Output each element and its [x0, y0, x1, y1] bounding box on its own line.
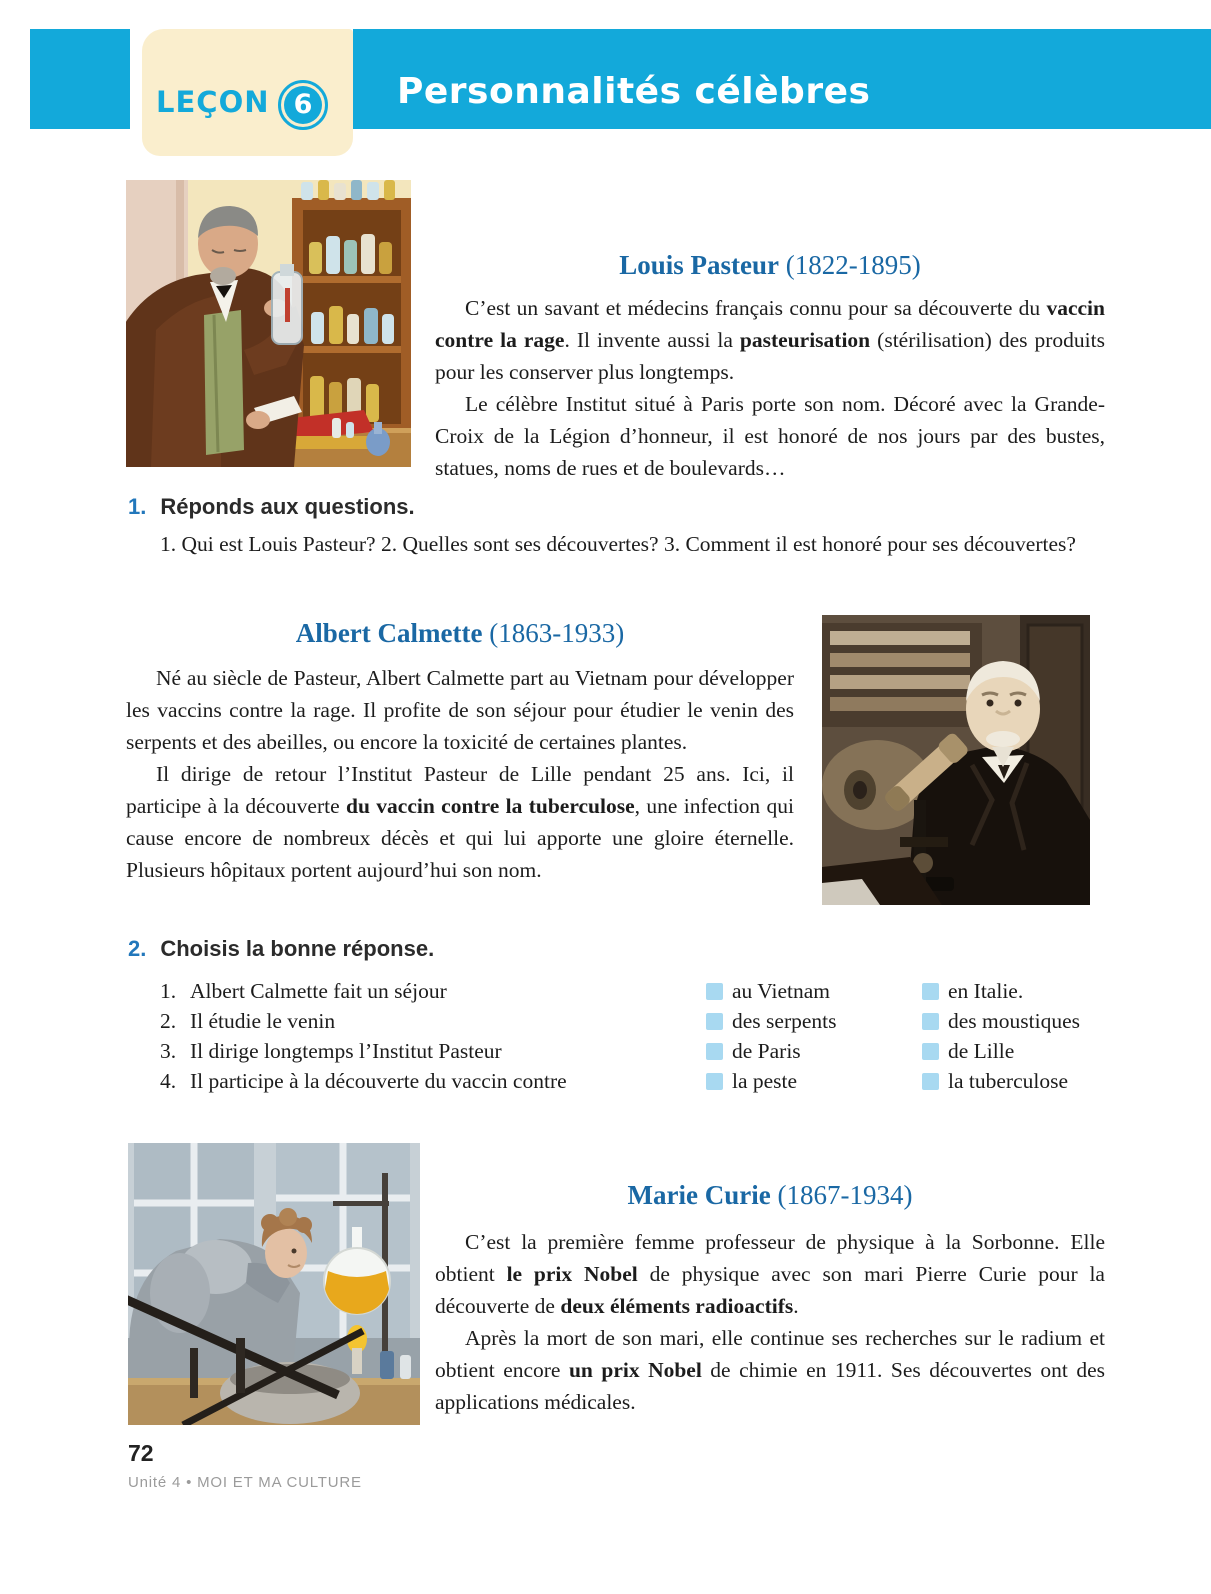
- calmette-photo: [822, 615, 1090, 905]
- answer-option: de Lille: [922, 1039, 1014, 1064]
- pasteur-name: Louis Pasteur: [619, 250, 780, 280]
- checkbox[interactable]: [922, 1043, 939, 1060]
- page-number: 72: [128, 1440, 154, 1466]
- pasteur-body: [435, 292, 1105, 484]
- answer-option: des moustiques: [922, 1009, 1080, 1034]
- exercise1-questions: 1. Qui est Louis Pasteur? 2. Quelles sont ses découvertes? 3. Comment il est honoré pour ses découvertes?: [160, 532, 1076, 556]
- answer-option: des serpents: [706, 1009, 837, 1034]
- exercise2-item-4: 4. Il participe à la découverte du vaccin contre la peste la tuberculose: [160, 1069, 1068, 1093]
- exercise2-number: 2.: [128, 936, 147, 961]
- lesson-number-badge: [278, 80, 328, 130]
- pasteur-illustration: [126, 180, 411, 467]
- item-text: Il dirige longtemps l’Institut Pasteur: [190, 1039, 502, 1063]
- header-band-left: [30, 29, 130, 129]
- exercise2-item-2: 2. Il étudie le venin des serpents des moustiques: [160, 1009, 1080, 1033]
- pasteur-illustration-svg: [126, 180, 411, 467]
- calmette-dates: (1863-1933): [482, 618, 625, 648]
- curie-paragraph-2: Après la mort de son mari, elle continue ses recherches sur le radium et obtient encore un prix Nobel de chimie en 1911. Ses découvertes ont des applications médicales.: [435, 1326, 1106, 1414]
- checkbox[interactable]: [922, 1073, 939, 1090]
- pasteur-paragraph-1: C’est un savant et médecins français connu pour sa découverte du vaccin contre la rage. Il invente aussi la pasteurisation (stérilisation) des produits pour les conserver plus longtemps.: [435, 296, 1105, 384]
- lesson-label: LEÇON: [156, 85, 270, 119]
- pasteur-dates: (1822-1895): [779, 250, 921, 280]
- calmette-title: [126, 618, 794, 649]
- curie-photo: [128, 1143, 420, 1425]
- answer-option: de Paris: [706, 1039, 801, 1064]
- checkbox[interactable]: [922, 1013, 939, 1030]
- checkbox[interactable]: [922, 983, 939, 1000]
- exercise2-heading: [128, 936, 434, 962]
- curie-title: [435, 1180, 1105, 1211]
- answer-option: la peste: [706, 1069, 797, 1094]
- answer-option: en Italie.: [922, 979, 1023, 1004]
- calmette-name: Albert Calmette: [295, 618, 483, 648]
- item-text: Il étudie le venin: [190, 1009, 336, 1033]
- exercise2-instruction: Choisis la bonne réponse.: [160, 936, 435, 961]
- curie-paragraph-1: C’est la première femme professeur de physique à la Sorbonne. Elle obtient le prix Nobel de physique avec son mari Pierre Curie pour la découverte de deux éléments radioactifs.: [435, 1230, 1105, 1318]
- exercise1-instruction: Réponds aux questions.: [160, 494, 415, 519]
- calmette-photo-svg: [822, 615, 1090, 905]
- exercise1-number: 1.: [128, 494, 147, 519]
- lesson-tab: [142, 29, 353, 156]
- lesson-number: 6: [284, 86, 322, 124]
- curie-photo-svg: [128, 1143, 420, 1425]
- curie-body: [435, 1226, 1105, 1418]
- calmette-paragraph-2: Il dirige de retour l’Institut Pasteur de Lille pendant 25 ans. Ici, il participe à la découverte du vaccin contre la tuberculose, une infection qui cause encore de nombreux décès et qui lui apporte une gloire éternelle. Plusieurs hôpitaux portent aujourd’hui son nom.: [126, 762, 795, 882]
- item-text: Il participe à la découverte du vaccin contre: [190, 1069, 567, 1093]
- calmette-body: [126, 662, 794, 886]
- checkbox[interactable]: [706, 1073, 723, 1090]
- unit-breadcrumb: Unité 4 • MOI ET MA CULTURE: [128, 1474, 362, 1491]
- answer-option: au Vietnam: [706, 979, 830, 1004]
- pasteur-paragraph-2: Le célèbre Institut situé à Paris porte son nom. Décoré avec la Grande-Croix de la Légion d’honneur, il est honoré de nos jours par des bustes, statues, noms de rues et de boulevards…: [435, 392, 1105, 480]
- pasteur-title: [435, 250, 1105, 281]
- curie-dates: (1867-1934): [770, 1180, 913, 1210]
- answer-option: la tuberculose: [922, 1069, 1068, 1094]
- exercise1-heading: [128, 494, 415, 520]
- checkbox[interactable]: [706, 1043, 723, 1060]
- checkbox[interactable]: [706, 1013, 723, 1030]
- checkbox[interactable]: [706, 983, 723, 1000]
- curie-name: Marie Curie: [627, 1180, 771, 1210]
- page-title: Personnalités célèbres: [397, 71, 871, 112]
- exercise2-item-1: 1. Albert Calmette fait un séjour au Vietnam en Italie.: [160, 979, 1024, 1003]
- item-text: Albert Calmette fait un séjour: [190, 979, 447, 1003]
- exercise2-item-3: 3. Il dirige longtemps l’Institut Pasteur de Paris de Lille: [160, 1039, 1015, 1063]
- calmette-paragraph-1: Né au siècle de Pasteur, Albert Calmette part au Vietnam pour développer les vaccins contre la rage. Il profite de son séjour pour étudier le venin des serpents et des abeilles, ou encore la toxicité de certaines plantes.: [126, 666, 794, 754]
